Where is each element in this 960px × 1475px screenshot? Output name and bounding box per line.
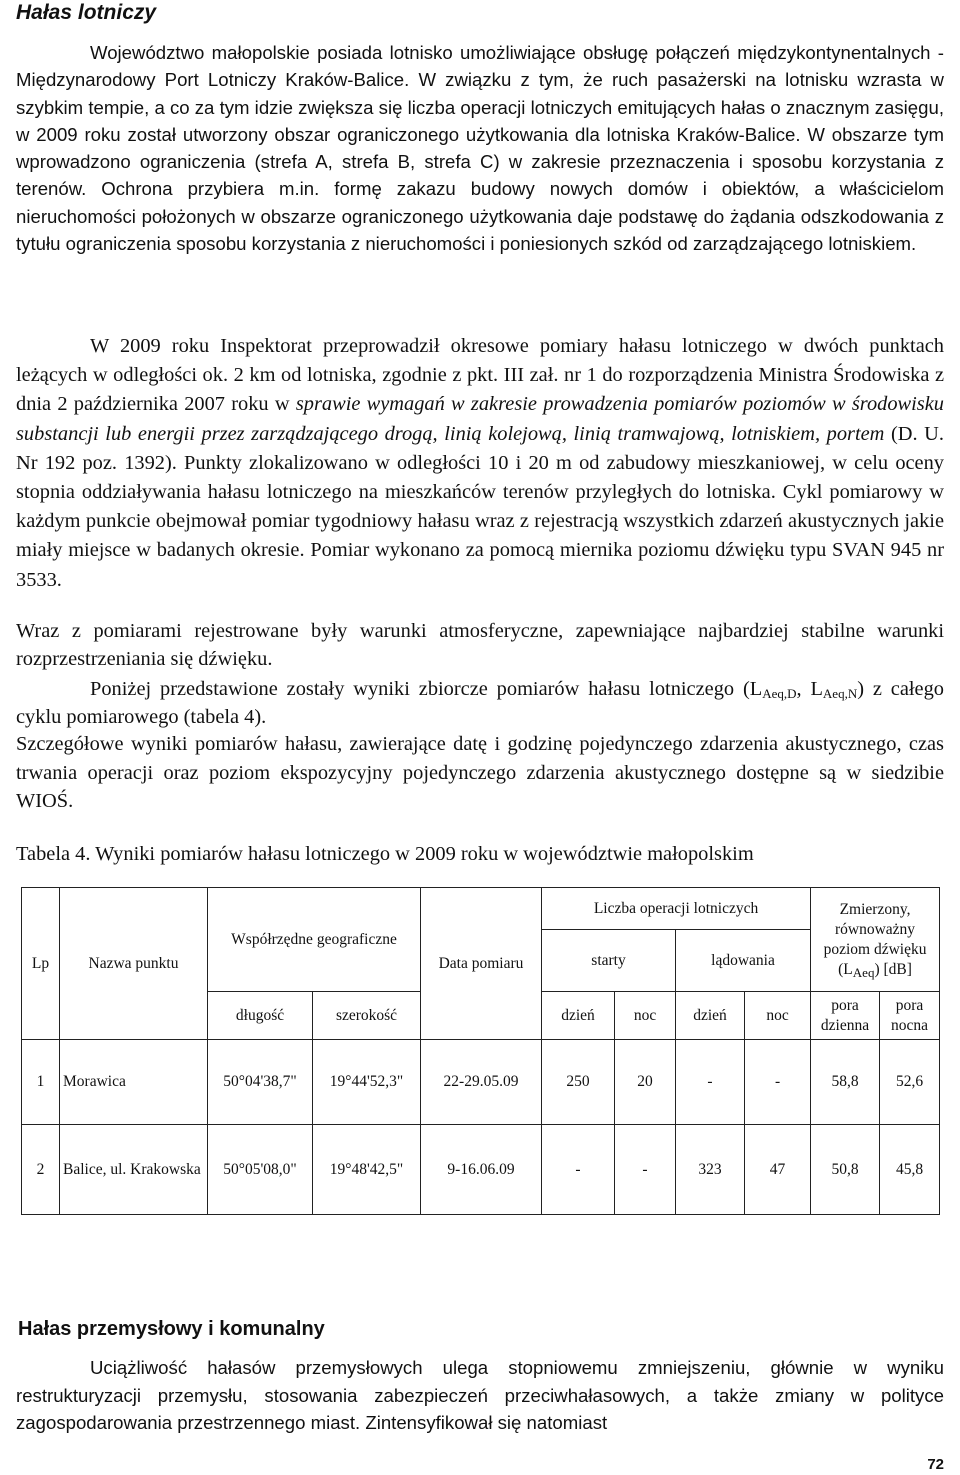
paragraph-industrial-noise: Uciążliwość hałasów przemysłowych ulega stopniowemu zmniejszeniu, głównie w wyniku restrukturyzacji przemysłu, stosowania zabezpieczeń przeciwhałasowych, a także zmiany w polityce zagospodarowania przestrzennego miast. Zintensyfikował się natomiast bbox=[16, 1357, 944, 1433]
header-level-sub: Aeq bbox=[852, 964, 875, 980]
subscript-aeqd: Aeq,D bbox=[762, 686, 797, 701]
table-row bbox=[22, 1040, 940, 1125]
cell-land-day: - bbox=[676, 1040, 745, 1125]
header-lp: Lp bbox=[22, 888, 60, 1040]
header-takeoffs: starty bbox=[542, 930, 676, 992]
cell-date: 22-29.05.09 bbox=[421, 1040, 542, 1125]
header-coords: Współrzędne geograficzne bbox=[208, 888, 421, 992]
cell-name: Balice, ul. Krakowska bbox=[60, 1125, 208, 1215]
cell-starts-day: 250 bbox=[542, 1040, 615, 1125]
cell-lon: 50°04'38,7" bbox=[208, 1040, 313, 1125]
paragraph-text: ) z całego cyklu pomiarowego (tabela 4). bbox=[16, 678, 944, 728]
paragraph-text: (D. U. Nr 192 poz. 1392). Punkty zlokalizowano w odległości 10 i 20 m od zabudowy mieszkaniowej, w celu oceny stopnia oddziaływania hałasu lotniczego na mieszkańców terenów przyległych do lotniska. Cykl pomiarowy w każdym punkcie obejmował pomiar tygodniowy hałasu wraz z rejestracją wszystkich zdarzeń akustycznych jakie miały miejsce w badanych okresie. Pomiar wykonano za pomocą miernika poziomu dźwięku typu SVAN 945 nr 3533. bbox=[16, 422, 944, 591]
results-table bbox=[21, 887, 940, 1215]
paragraph-weather: Wraz z pomiarami rejestrowane były warunki atmosferyczne, zapewniające najbardziej stabilne warunki rozprzestrzeniania się dźwięku. bbox=[16, 620, 944, 670]
table-caption: Tabela 4. Wyniki pomiarów hałasu lotniczego w 2009 roku w województwie małopolskim bbox=[16, 843, 754, 865]
cell-lon: 50°05'08,0" bbox=[208, 1125, 313, 1215]
paragraph-text: , L bbox=[796, 678, 823, 700]
header-landings-day: dzień bbox=[676, 992, 745, 1040]
header-ops: Liczba operacji lotniczych bbox=[542, 888, 811, 930]
section-title-aircraft-noise: Hałas lotniczy bbox=[16, 1, 157, 24]
paragraph-details: Szczegółowe wyniki pomiarów hałasu, zawierające datę i godzinę pojedynczego zdarzenia akustycznego, czas trwania operacji oraz poziom ekspozycyjny pojedynczego zdarzenia akustycznego dostępne są w siedzibie WIOŚ. bbox=[16, 733, 944, 812]
cell-starts-day: - bbox=[542, 1125, 615, 1215]
header-landings-night: noc bbox=[745, 992, 811, 1040]
header-lon: długość bbox=[208, 992, 313, 1040]
page-number: 72 bbox=[927, 1456, 944, 1473]
cell-date: 9-16.06.09 bbox=[421, 1125, 542, 1215]
section-title-industrial-noise: Hałas przemysłowy i komunalny bbox=[18, 1318, 325, 1340]
cell-lp: 2 bbox=[22, 1125, 60, 1215]
header-level-text: Zmierzony, równoważny poziom dźwięku (L bbox=[823, 900, 927, 978]
cell-land-night: 47 bbox=[745, 1125, 811, 1215]
cell-name: Morawica bbox=[60, 1040, 208, 1125]
cell-level-night: 52,6 bbox=[880, 1040, 940, 1125]
regulation-title: sprawie wymagań w zakresie prowadzenia pomiarów poziomów w środowisku substancji lub energii przez zarządzającego drogą, linią kolejową, linią tramwajową, lotniskiem, portem bbox=[16, 393, 944, 445]
cell-starts-night: 20 bbox=[615, 1040, 676, 1125]
header-name: Nazwa punktu bbox=[60, 888, 208, 1040]
header-landings: lądowania bbox=[676, 930, 811, 992]
cell-lp: 1 bbox=[22, 1040, 60, 1125]
subscript-aeqn: Aeq,N bbox=[822, 686, 858, 701]
table-row bbox=[22, 1125, 940, 1215]
paragraph-results-intro bbox=[16, 675, 944, 731]
paragraph-text: W 2009 roku Inspektorat przeprowadził okresowe pomiary hałasu lotniczego w dwóch punktach leżących w odległości ok. 2 km od lotniska, zgodnie z pkt. III zał. nr 1 do rozporządzenia Ministra Środowiska z dnia 2 października 2007 roku w bbox=[16, 335, 944, 416]
header-takeoffs-day: dzień bbox=[542, 992, 615, 1040]
header-level bbox=[811, 888, 940, 992]
cell-starts-night: - bbox=[615, 1125, 676, 1215]
cell-level-day: 58,8 bbox=[811, 1040, 880, 1125]
paragraph-airport-intro: Województwo małopolskie posiada lotnisko umożliwiające obsługę połączeń międzykontynentalnych - Międzynarodowy Port Lotniczy Kraków-Balice. W związku z tym, że ruch pasażerski na lotnisku wzrasta w szybkim tempie, a co za tym idzie zwiększa się liczba operacji lotniczych emitujących hałas o znacznym zasięgu, w 2009 roku został utworzony obszar ograniczonego użytkowania dla lotniska Kraków-Balice. W obszarze tym wprowadzono ograniczenia (strefa A, strefa B, strefa C) w zakresie przeznaczenia i sposobu korzystania z terenów. Ochrona przybiera m.in. formę zakazu budowy nowych domów i obiektów, a właścicielom nieruchomości położonych w obszarze ograniczonego użytkowania daje podstawę do żądania odszkodowania z tytułu ograniczenia sposobu korzystania z nieruchomości i poniesionych szkód od zarządzającego lotniskiem. bbox=[16, 42, 944, 255]
cell-land-day: 323 bbox=[676, 1125, 745, 1215]
header-day-period: pora dzienna bbox=[811, 992, 880, 1040]
cell-land-night: - bbox=[745, 1040, 811, 1125]
header-level-unit: ) [dB] bbox=[874, 960, 912, 978]
paragraph-text: Poniżej przedstawione zostały wyniki zbiorcze pomiarów hałasu lotniczego (L bbox=[90, 678, 763, 700]
cell-lat: 19°48'42,5" bbox=[313, 1125, 421, 1215]
cell-level-day: 50,8 bbox=[811, 1125, 880, 1215]
header-lat: szerokość bbox=[313, 992, 421, 1040]
cell-lat: 19°44'52,3" bbox=[313, 1040, 421, 1125]
header-night-period: pora nocna bbox=[880, 992, 940, 1040]
cell-level-night: 45,8 bbox=[880, 1125, 940, 1215]
header-date: Data pomiaru bbox=[421, 888, 542, 1040]
paragraph-measurements bbox=[16, 332, 944, 595]
header-takeoffs-night: noc bbox=[615, 992, 676, 1040]
